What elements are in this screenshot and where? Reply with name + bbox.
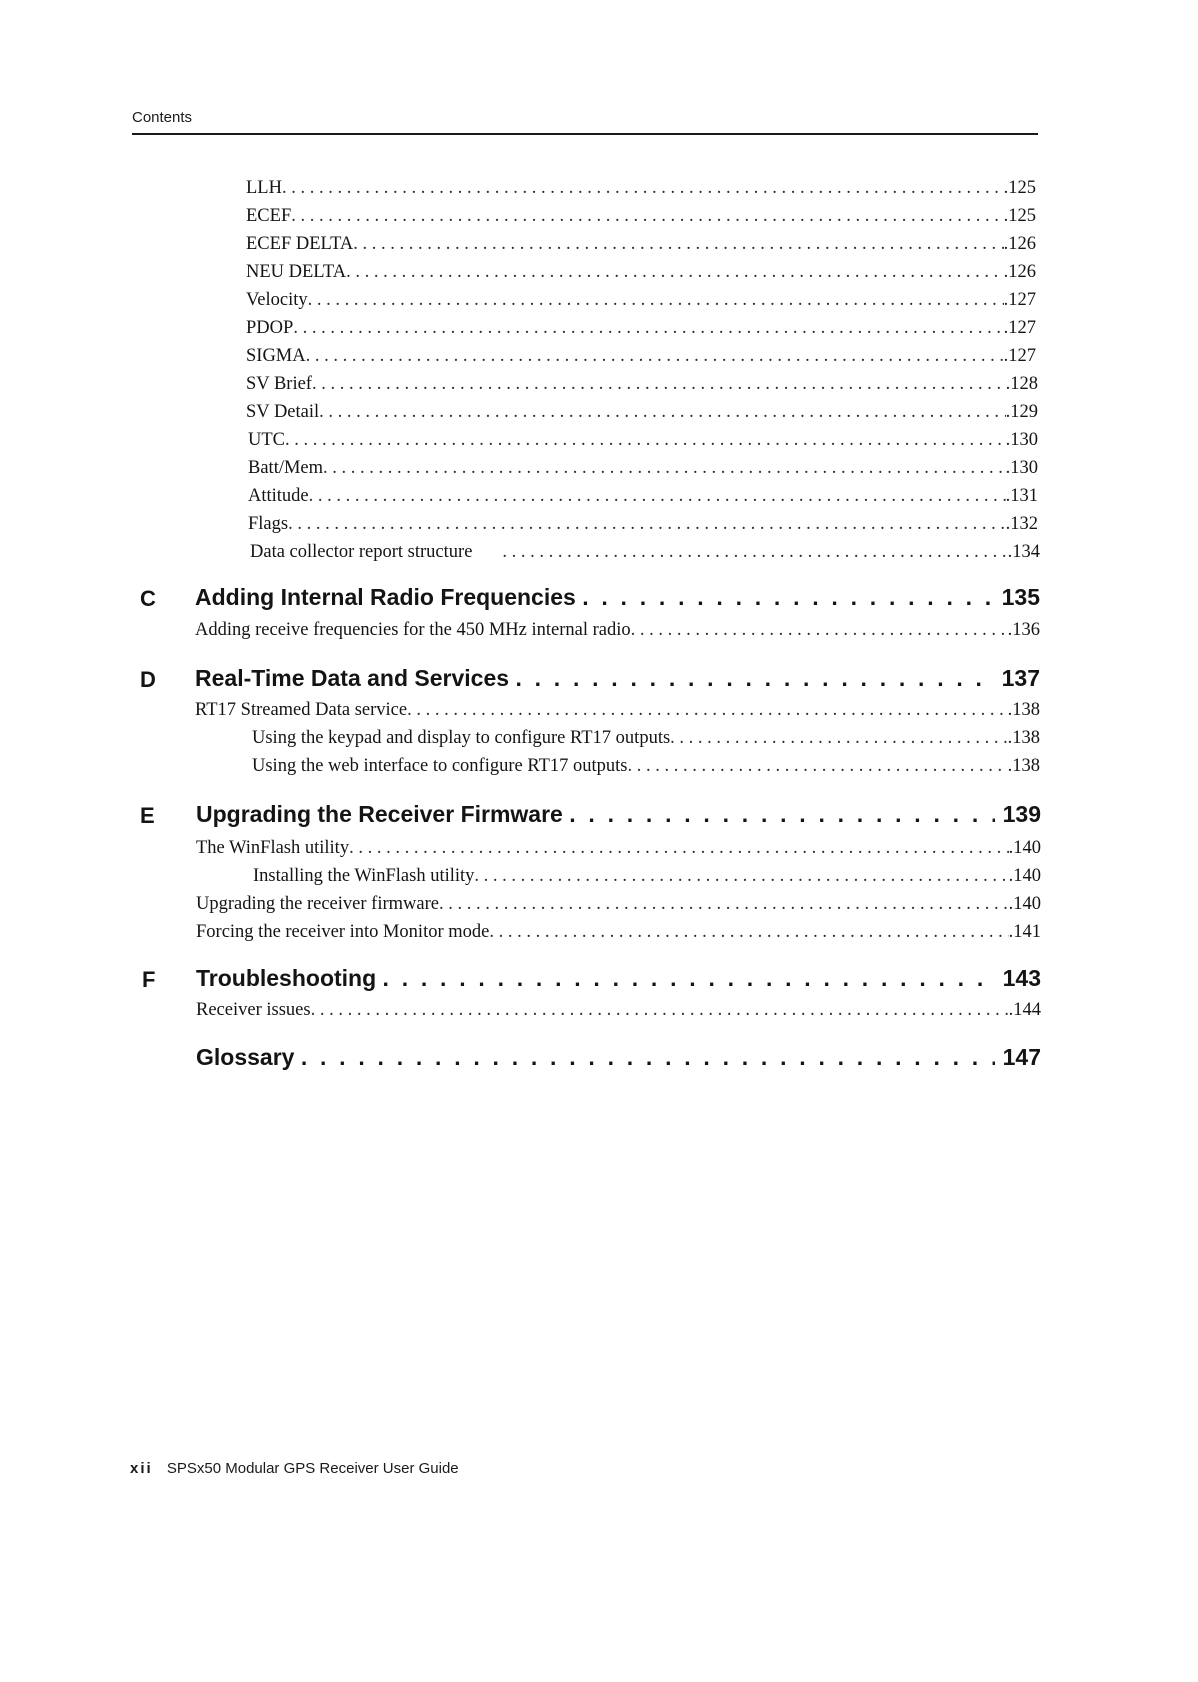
- toc-entry-title: PDOP: [246, 318, 294, 338]
- dot-leader: [282, 178, 1004, 199]
- toc-entry-page: .131: [1005, 486, 1038, 506]
- toc-entry-page: .130: [1005, 430, 1038, 450]
- toc-entry-page: .129: [1005, 402, 1038, 422]
- toc-entry[interactable]: [246, 402, 1038, 423]
- toc-entry-page: .125: [1003, 206, 1036, 226]
- dot-leader: [309, 486, 1006, 507]
- toc-entry[interactable]: [195, 620, 1040, 641]
- toc-entry-title: Data collector report structure: [250, 542, 473, 562]
- toc-entry[interactable]: [246, 290, 1036, 311]
- toc-entry-title: Installing the WinFlash utility: [253, 866, 475, 886]
- toc-entry[interactable]: [196, 838, 1041, 859]
- dot-leader: [407, 700, 1008, 721]
- dot-leader: [489, 922, 1008, 943]
- toc-entry-page: .138: [1007, 700, 1040, 720]
- toc-entry-page: .140: [1008, 894, 1041, 914]
- dot-leader: [627, 756, 1007, 777]
- appendix-title: Upgrading the Receiver Firmware: [196, 801, 563, 827]
- page-footer: [130, 1460, 459, 1477]
- appendix-page: 139: [1002, 801, 1041, 827]
- toc-entry-title: SIGMA: [246, 346, 306, 366]
- appendix-page: 143: [1002, 965, 1041, 991]
- toc-entry[interactable]: [246, 374, 1038, 395]
- toc-entry[interactable]: [248, 458, 1038, 479]
- toc-entry-title: LLH: [246, 178, 282, 198]
- dot-leader: [670, 728, 1007, 749]
- dot-leader: [319, 402, 1005, 423]
- dot-leader: [563, 801, 995, 828]
- toc-entry[interactable]: [195, 700, 1040, 721]
- dot-leader: [311, 1000, 1009, 1021]
- toc-entry[interactable]: [246, 262, 1036, 283]
- header-rule: [132, 133, 1038, 135]
- toc-entry-title: RT17 Streamed Data service: [195, 700, 408, 720]
- toc-entry-page: .128: [1005, 374, 1038, 394]
- appendix-page: 135: [1001, 584, 1040, 610]
- appendix-heading[interactable]: [196, 965, 1041, 992]
- dot-leader: [349, 838, 1009, 859]
- appendix-title: Troubleshooting: [196, 965, 377, 991]
- appendix-letter: F: [142, 967, 156, 992]
- toc-entry-title: SV Brief: [246, 374, 312, 394]
- dot-leader: [353, 234, 1003, 255]
- toc-entry[interactable]: [246, 206, 1036, 227]
- dot-leader: [346, 262, 1004, 283]
- glossary-title: Glossary: [196, 1044, 295, 1070]
- glossary-page: 147: [1002, 1044, 1041, 1070]
- toc-entry-title: Batt/Mem: [248, 458, 324, 478]
- toc-entry-page: .126: [1003, 234, 1036, 254]
- toc-entry[interactable]: [248, 430, 1038, 451]
- toc-entry[interactable]: [248, 486, 1038, 507]
- toc-entry-title: Flags: [248, 514, 289, 534]
- toc-entry-title: SV Detail: [246, 402, 320, 422]
- appendix-heading[interactable]: [196, 801, 1041, 828]
- toc-entry[interactable]: [196, 922, 1041, 943]
- toc-entry[interactable]: [250, 542, 1040, 563]
- dot-leader: [474, 866, 1008, 887]
- dot-leader: [306, 346, 1004, 367]
- toc-entry[interactable]: [253, 866, 1041, 887]
- toc-entry-title: Adding receive frequencies for the 450 MHz internal radio: [195, 620, 631, 640]
- dot-leader: [509, 665, 994, 692]
- toc-entry-page: .127: [1003, 290, 1036, 310]
- appendix-heading[interactable]: [195, 665, 1040, 692]
- page-header-label: Contents: [132, 109, 193, 126]
- toc-entry-title: Receiver issues: [196, 1000, 311, 1020]
- toc-entry-title: Attitude: [248, 486, 309, 506]
- footer-page-number: xii: [130, 1460, 153, 1477]
- dot-leader: [288, 514, 1006, 535]
- dot-leader: [631, 620, 1008, 641]
- toc-entry-title: The WinFlash utility: [196, 838, 350, 858]
- toc-entry[interactable]: [196, 894, 1041, 915]
- toc-entry[interactable]: [252, 756, 1040, 777]
- appendix-letter: D: [140, 667, 156, 692]
- toc-entry-page: .141: [1008, 922, 1041, 942]
- toc-entry-title: NEU DELTA: [246, 262, 347, 282]
- toc-entry-title: ECEF DELTA: [246, 234, 354, 254]
- dot-leader: [293, 318, 1003, 339]
- toc-entry-title: Velocity: [246, 290, 308, 310]
- appendix-heading[interactable]: [195, 584, 1040, 611]
- appendix-page: 137: [1001, 665, 1040, 691]
- dot-leader: [312, 374, 1006, 395]
- toc-entry-title: Forcing the receiver into Monitor mode: [196, 922, 490, 942]
- toc-entry-page: .144: [1008, 1000, 1041, 1020]
- dot-leader: [576, 584, 994, 611]
- dot-leader: [308, 290, 1004, 311]
- toc-entry-page: .127: [1003, 346, 1036, 366]
- dot-leader: [502, 542, 1007, 563]
- glossary-heading[interactable]: [196, 1044, 1041, 1071]
- toc-entry-page: .140: [1008, 838, 1041, 858]
- footer-doc-title: SPSx50 Modular GPS Receiver User Guide: [166, 1460, 459, 1477]
- dot-leader: [323, 458, 1006, 479]
- toc-entry-page: .127: [1003, 318, 1036, 338]
- toc-entry-page: .125: [1003, 178, 1036, 198]
- dot-leader: [376, 965, 994, 992]
- toc-entry[interactable]: [246, 178, 1036, 199]
- toc-entry-title: ECEF: [246, 206, 292, 226]
- toc-entry-page: .138: [1007, 728, 1040, 748]
- toc-entry-title: Using the web interface to configure RT17 outputs: [252, 756, 628, 776]
- toc-entry[interactable]: [196, 1000, 1041, 1021]
- appendix-title: Real-Time Data and Services: [195, 665, 510, 691]
- toc-entry-page: .140: [1008, 866, 1041, 886]
- dot-leader: [291, 206, 1003, 227]
- toc-entry-title: Using the keypad and display to configure RT17 outputs: [252, 728, 671, 748]
- dot-leader: [439, 894, 1009, 915]
- toc-entry-page: .134: [1007, 542, 1040, 562]
- toc-entry[interactable]: [248, 514, 1038, 535]
- toc-entry[interactable]: [246, 318, 1036, 339]
- toc-entry-title: Upgrading the receiver firmware: [196, 894, 439, 914]
- toc-entry-page: .138: [1007, 756, 1040, 776]
- appendix-title: Adding Internal Radio Frequencies: [195, 584, 576, 610]
- dot-leader: [294, 1044, 994, 1071]
- toc-entry[interactable]: [246, 346, 1036, 367]
- appendix-letter: C: [140, 586, 156, 611]
- toc-entry-page: .132: [1005, 514, 1038, 534]
- toc-entry-page: .136: [1007, 620, 1040, 640]
- dot-leader: [285, 430, 1006, 451]
- toc-entry-page: .130: [1005, 458, 1038, 478]
- toc-entry-page: .126: [1003, 262, 1036, 282]
- toc-entry[interactable]: [246, 234, 1036, 255]
- toc-entry-title: UTC: [248, 430, 285, 450]
- toc-entry[interactable]: [252, 728, 1040, 749]
- appendix-letter: E: [140, 803, 155, 828]
